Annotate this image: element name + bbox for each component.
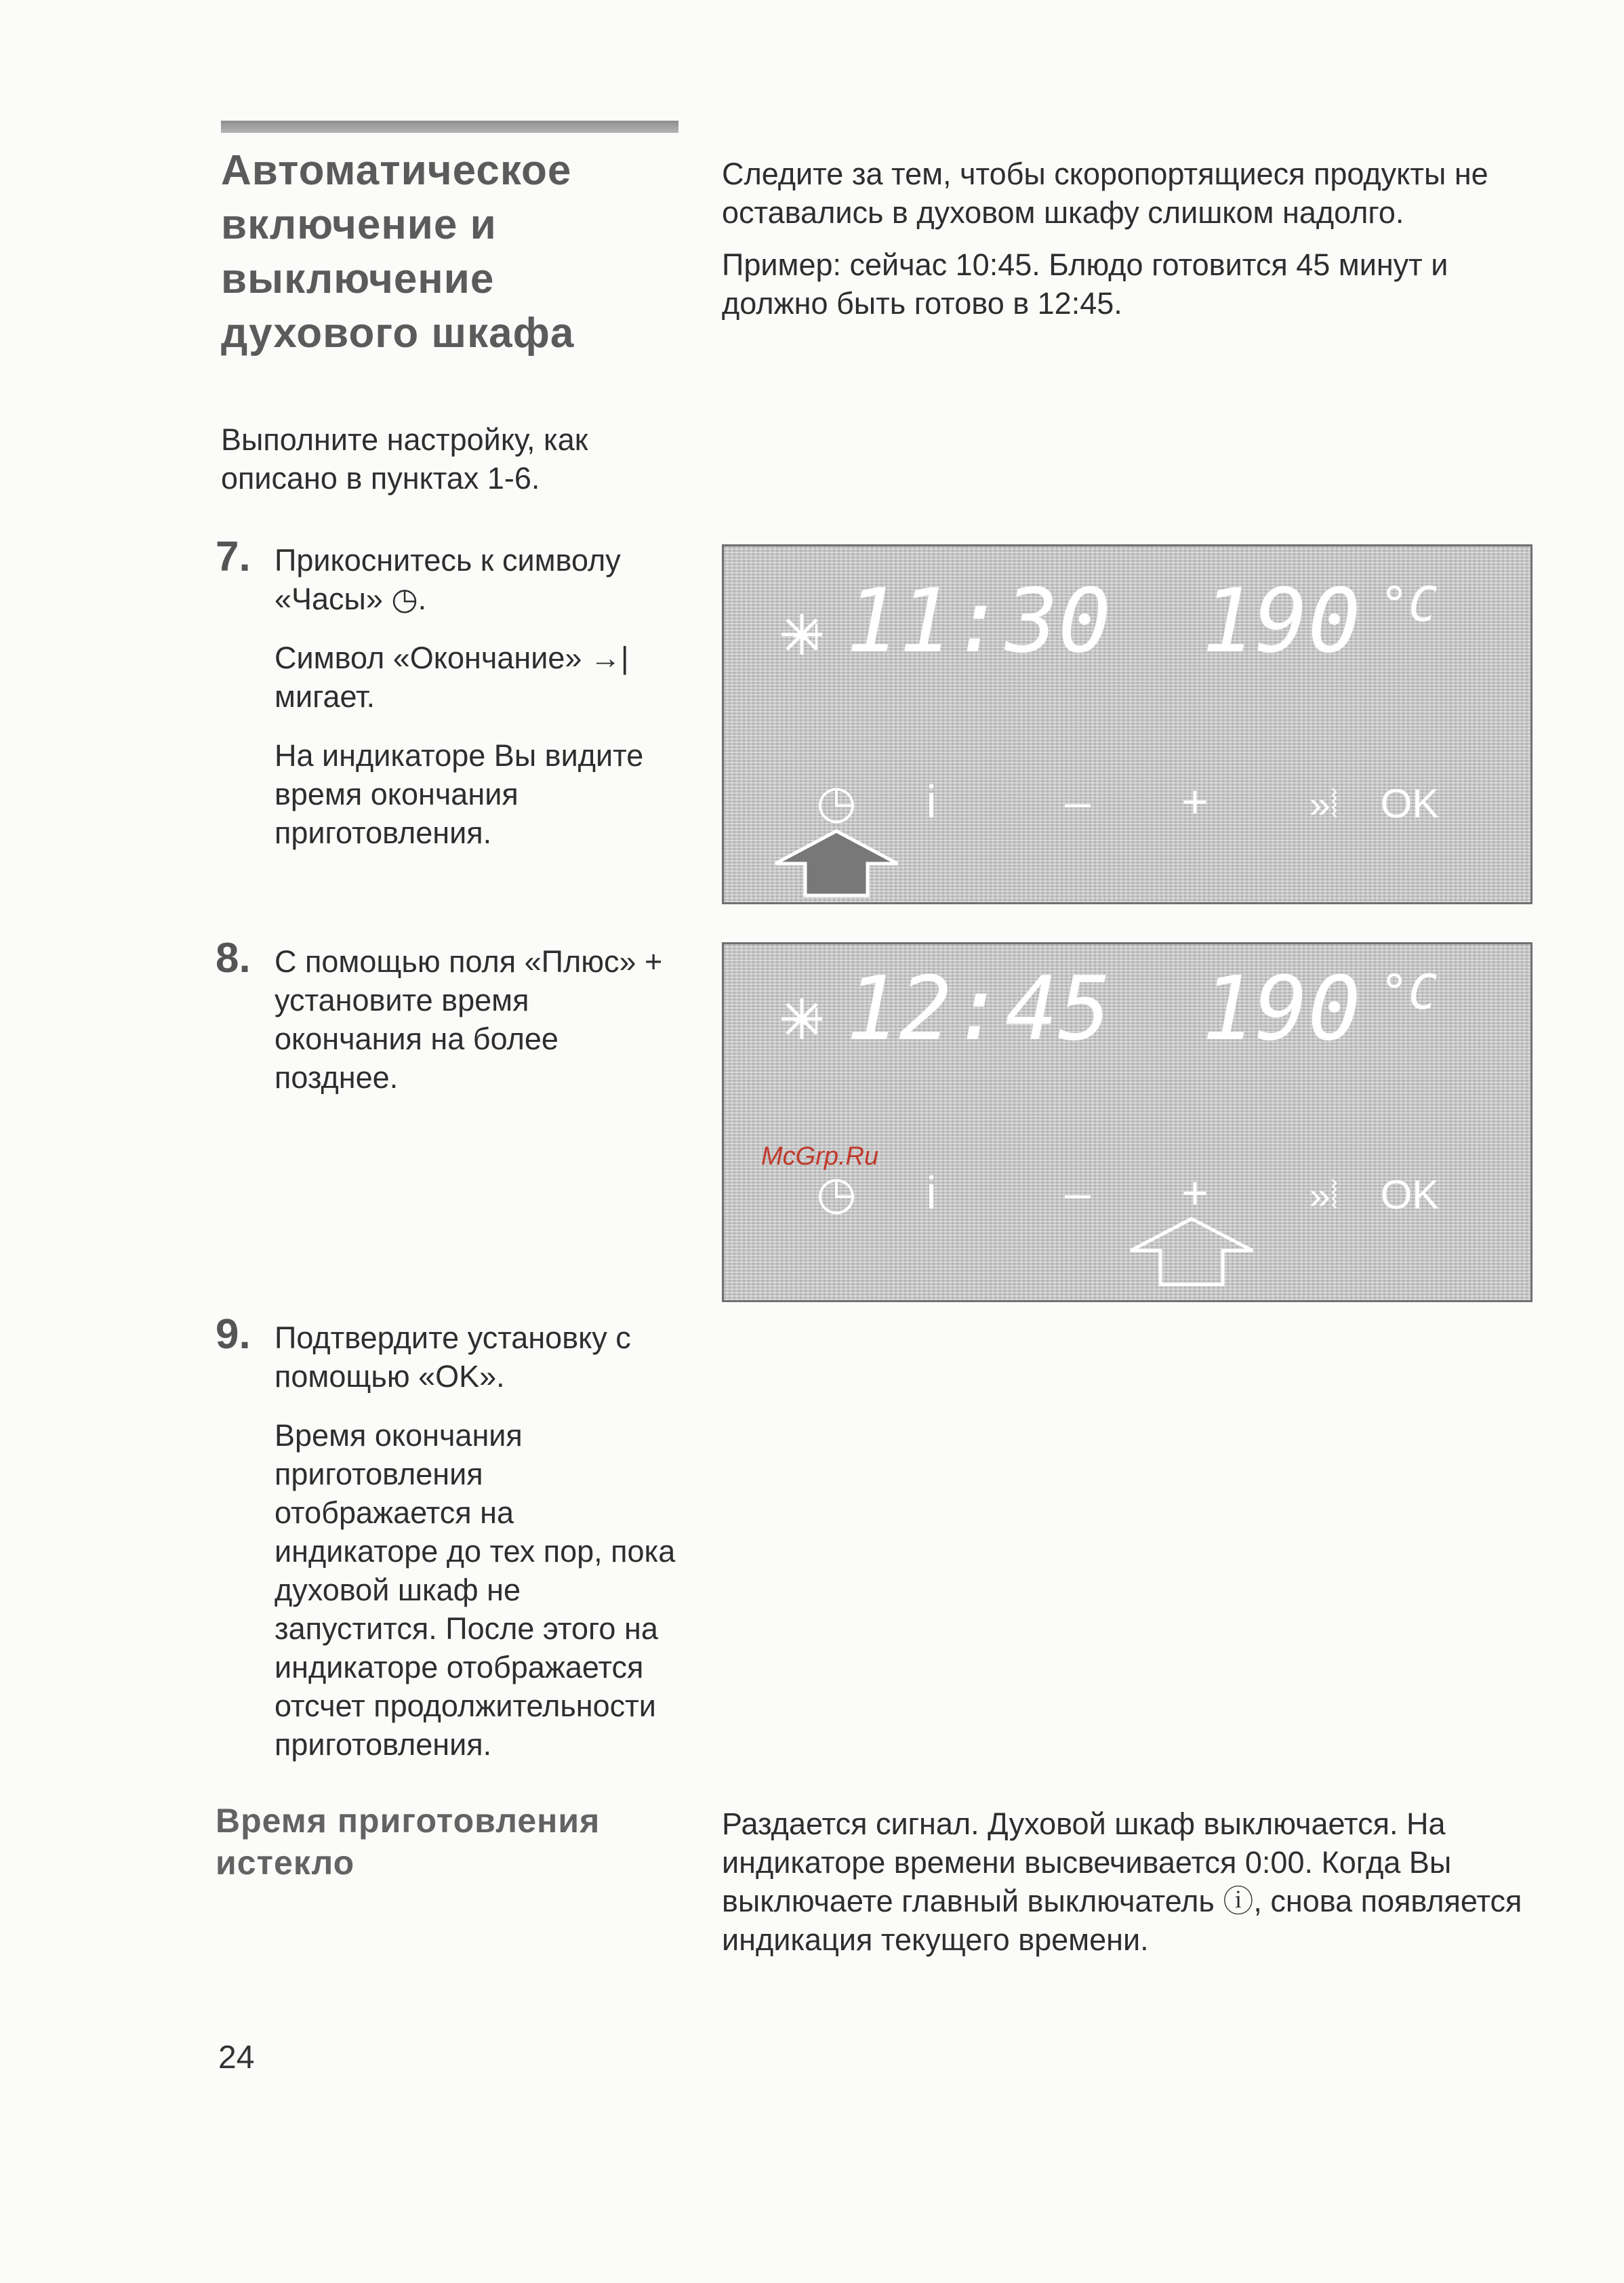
temperature-unit: °C [1380, 965, 1438, 1020]
pointer-arrow-icon [1131, 1219, 1253, 1285]
minus-button[interactable]: – [1065, 1167, 1091, 1219]
title-line: выключение [221, 256, 495, 302]
temperature-unit: °C [1380, 577, 1438, 632]
step-7-text [275, 541, 681, 872]
subsection-title-line: истекло [216, 1844, 355, 1882]
temperature-readout: 190 [1202, 957, 1361, 1060]
step-line: С помощью поля «Плюс» + установите время окончания на более позднее. [275, 944, 663, 1095]
step-line: Символ «Окончание» →| мигает. [275, 641, 629, 714]
step-line: На индикаторе Вы видите время окончания приготовления. [275, 738, 644, 850]
title-line: включение и [221, 201, 497, 248]
subsection-text: Раздается сигнал. Духовой шкаф выключается. На индикаторе времени высвечивается 0:00. Когда Вы выключаете главный выключатель ⓘ, снова появляется индикация текущего времени. [722, 1806, 1522, 1957]
title-line: Автоматическое [221, 147, 572, 194]
page-title [221, 144, 695, 361]
warning-paragraph: Следите за тем, чтобы скоропортящиеся продукты не оставались в духовом шкафу слишком надолго. [722, 157, 1488, 230]
example-paragraph: Пример: сейчас 10:45. Блюдо готовится 45 минут и должно быть готово в 12:45. [722, 247, 1448, 321]
ok-button[interactable]: OK [1380, 781, 1440, 826]
step-line: Подтвердите установку с помощью «OK». [275, 1320, 631, 1394]
title-line: духового шкафа [221, 310, 575, 357]
fast-heat-button[interactable]: »⦚ [1309, 783, 1339, 826]
step-9-text [275, 1318, 681, 1784]
plus-button[interactable]: + [1181, 1167, 1209, 1219]
step-line: Время окончания приготовления отображается на индикаторе до тех пор, пока духовой шкаф не запустится. После этого на индикаторе отображается отсчет продолжительности приготовления. [275, 1418, 676, 1762]
oven-display-panel [722, 942, 1532, 1302]
oven-display-panel [722, 544, 1532, 904]
step-8-text [275, 942, 681, 1117]
watermark: McGrp.Ru [761, 1142, 879, 1171]
temperature-readout: 190 [1202, 569, 1361, 672]
ok-button[interactable]: OK [1380, 1172, 1440, 1217]
step-line: Прикоснитесь к символу «Часы» ◷. [275, 543, 621, 616]
fast-heat-button[interactable]: »⦚ [1309, 1174, 1339, 1217]
subsection-title-line: Время приготовления [216, 1802, 601, 1840]
clock-button[interactable]: ◷ [816, 776, 857, 828]
clock-button[interactable]: ◷ [816, 1167, 857, 1219]
step-number: 7. [216, 533, 251, 580]
info-button[interactable]: i [926, 776, 937, 828]
info-button[interactable]: i [926, 1167, 937, 1219]
heading-rule [221, 121, 678, 133]
end-symbol: →| [793, 1004, 824, 1034]
page-number: 24 [218, 2040, 255, 2076]
step-number: 9. [216, 1311, 251, 1358]
minus-button[interactable]: – [1065, 776, 1091, 828]
subsection-title [216, 1800, 690, 1884]
setup-note: Выполните настройку, как описано в пунктах 1-6. [221, 422, 588, 496]
end-symbol: →| [793, 620, 824, 649]
step-number: 8. [216, 935, 251, 982]
time-readout: 12:45 [846, 957, 1112, 1060]
intro-text [722, 155, 1535, 336]
plus-button[interactable]: + [1181, 776, 1209, 828]
pointer-arrow-icon [775, 831, 897, 895]
time-readout: 11:30 [846, 569, 1112, 672]
